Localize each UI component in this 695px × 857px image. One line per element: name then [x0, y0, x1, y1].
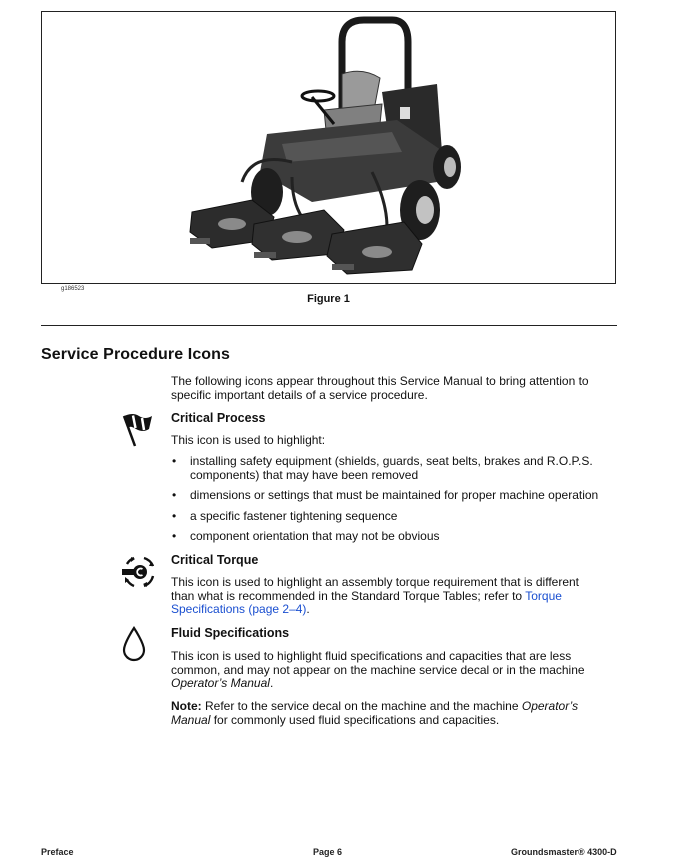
- footer-page-number: Page 6: [313, 847, 343, 857]
- note-label: Note:: [171, 699, 202, 713]
- mower-illustration: [42, 12, 617, 285]
- intro-line-1: The following icons appear throughout this Service Manual to bring attention to: [171, 374, 589, 388]
- footer-section-name: Preface: [41, 847, 74, 857]
- section-title: Service Procedure Icons: [41, 346, 231, 363]
- intro-paragraph: [171, 375, 589, 402]
- footer-product-name: Groundsmaster® 4300-D: [511, 847, 617, 857]
- torque-specifications-page-link[interactable]: Specifications (page 2–4): [171, 602, 307, 616]
- figure-caption: Figure 1: [307, 293, 350, 305]
- list-item: • dimensions or settings that must be maintained for proper machine operation: [171, 489, 640, 503]
- fluid-specifications-paragraph: This icon is used to highlight fluid specifications and capacities that are less common, and may not appear on the machine service decal or in the machine Operator’s Manual.: [171, 649, 585, 690]
- torque-wrench-icon: [121, 554, 157, 595]
- fluid-specifications-note: Note: Refer to the service decal on the machine and the machine Operator’s Manual for commonly used fluid specifications and capacities.: [171, 699, 579, 727]
- critical-process-heading: Critical Process: [171, 411, 266, 425]
- section-divider: [41, 325, 617, 326]
- figure-frame: [41, 11, 616, 284]
- list-item: • component orientation that may not be obvious: [171, 530, 640, 544]
- critical-torque-paragraph: This icon is used to highlight an assembly torque requirement that is different than what is recommended in the Standard Torque Tables; refer to Torque Specifications (page 2–4).: [171, 575, 579, 616]
- critical-process-description: This icon is used to highlight:: [171, 433, 326, 447]
- list-item: • a specific fastener tightening sequence: [171, 510, 640, 524]
- figure-image-code: g186523: [61, 286, 85, 292]
- flag-icon: [121, 412, 155, 453]
- list-item: • installing safety equipment (shields, guards, seat belts, brakes and R.O.P.S. components) that may have been removed: [171, 455, 640, 482]
- critical-torque-heading: Critical Torque: [171, 553, 259, 567]
- critical-process-list: [171, 455, 640, 544]
- droplet-icon: [122, 626, 146, 667]
- fluid-specifications-heading: Fluid Specifications: [171, 626, 290, 640]
- intro-line-2: specific important details of a service procedure.: [171, 387, 428, 402]
- torque-specifications-link[interactable]: Torque: [525, 588, 562, 603]
